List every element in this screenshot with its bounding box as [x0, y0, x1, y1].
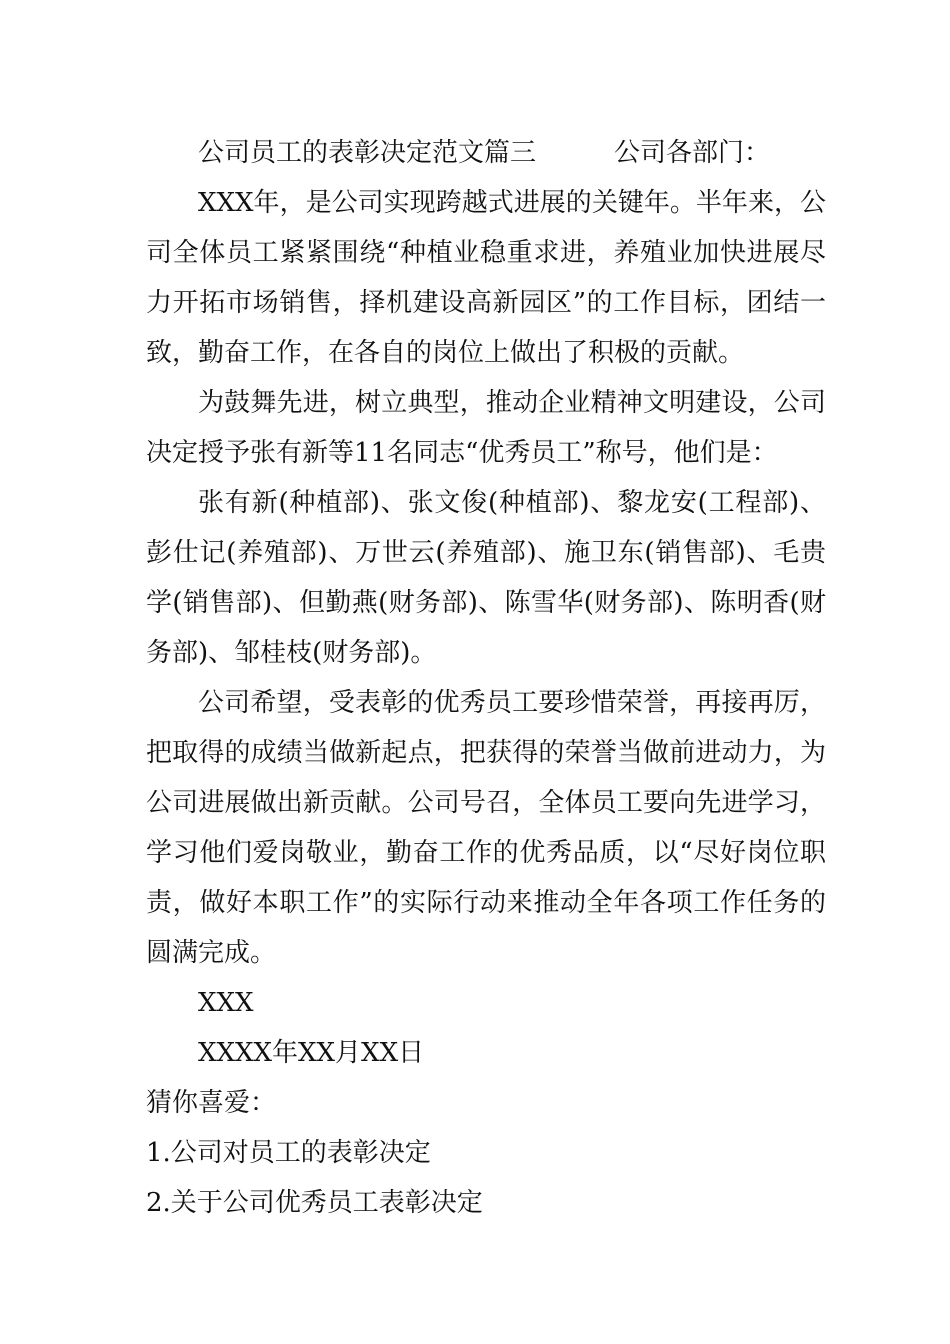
related-link-1[interactable]: 1.公司对员工的表彰决定 — [146, 1138, 431, 1168]
paragraph-1: XXX年，是公司实现跨越式进展的关键年。半年来，公司全体员工紧紧围绕“种植业稳重求进，养殖业加快进展尽力开拓市场销售，择机建设高新园区”的工作目标，团结一致，勤奋工作，在各自的岗位上做出了积极的贡献。 — [146, 188, 826, 368]
signature: XXX — [198, 988, 254, 1018]
heading-line: 公司员工的表彰决定范文篇三 公司各部门： — [198, 138, 771, 168]
date: XXXX年XX月XX日 — [198, 1038, 425, 1068]
paragraph-2: 为鼓舞先进，树立典型，推动企业精神文明建设，公司决定授予张有新等11名同志“优秀员工”称号，他们是： — [146, 388, 826, 468]
document-body — [146, 128, 826, 1228]
paragraph-honorees: 张有新(种植部)、张文俊(种植部)、黎龙安(工程部)、彭仕记(养殖部)、万世云(养殖部)、施卫东(销售部)、毛贵学(销售部)、但勤燕(财务部)、陈雪华(财务部)、陈明香(财务部)、邹桂枝(财务部)。 — [146, 488, 826, 668]
related-link-2[interactable]: 2.关于公司优秀员工表彰决定 — [146, 1188, 483, 1218]
related-heading: 猜你喜爱： — [146, 1088, 277, 1118]
paragraph-3: 公司希望，受表彰的优秀员工要珍惜荣誉，再接再厉，把取得的成绩当做新起点，把获得的荣誉当做前进动力，为公司进展做出新贡献。公司号召，全体员工要向先进学习，学习他们爱岗敬业，勤奋工作的优秀品质，以“尽好岗位职责，做好本职工作”的实际行动来推动全年各项工作任务的圆满完成。 — [146, 688, 826, 968]
